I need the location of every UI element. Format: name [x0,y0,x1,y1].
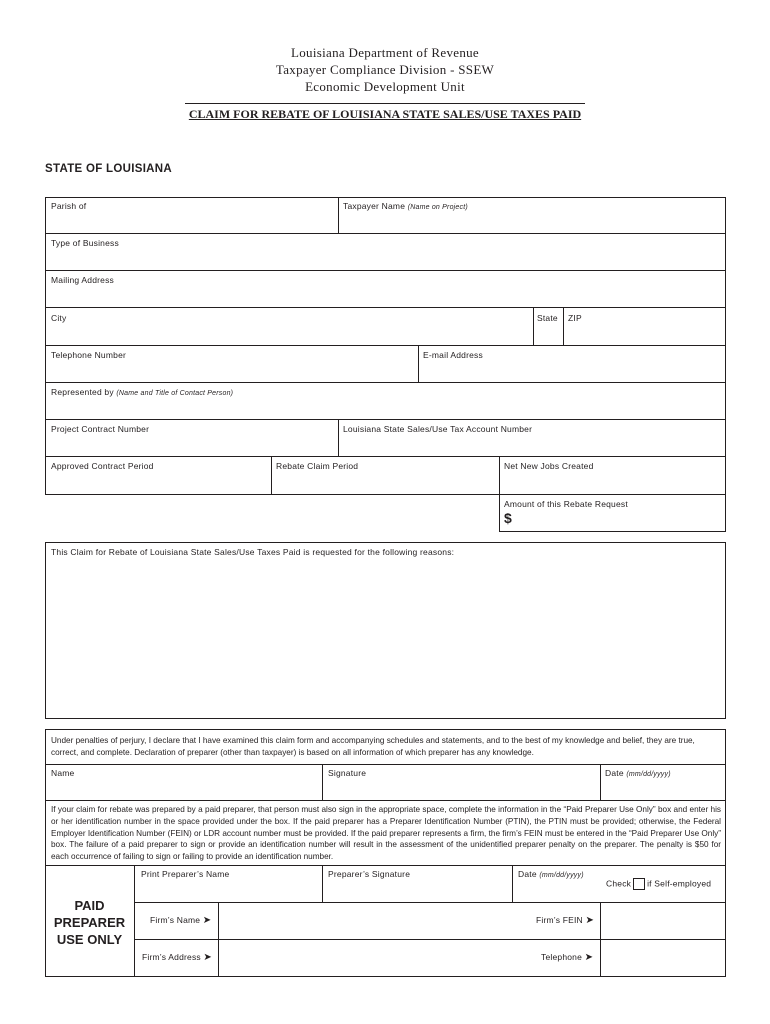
firm-address-text: Firm’s Address [142,952,201,962]
row-divider [45,233,726,234]
self-employed-checkbox[interactable] [633,878,645,890]
reasons-label: This Claim for Rebate of Louisiana State Sales/Use Taxes Paid is requested for the following reasons: [51,547,455,557]
jobs-created-field[interactable]: Net New Jobs Created [504,461,594,471]
row-divider [45,419,726,420]
business-type-field[interactable]: Type of Business [51,238,119,248]
represented-by-label: Represented by [51,387,114,397]
reasons-box[interactable] [45,542,726,719]
preparer-name-field[interactable]: Print Preparer’s Name [141,869,230,879]
email-field[interactable]: E-mail Address [423,350,483,360]
row-divider [45,494,500,495]
tax-account-field[interactable]: Louisiana State Sales/Use Tax Account Number [343,424,533,434]
zip-field[interactable]: ZIP [568,313,582,323]
firm-name-text: Firm’s Name [150,915,201,925]
parish-field[interactable]: Parish of [51,201,87,211]
preparer-label: PREPARER [53,915,126,930]
taxpayer-info-box [45,197,726,495]
col-divider [533,307,534,345]
declarant-name-field[interactable]: Name [51,768,75,778]
col-divider [563,307,564,345]
row-divider [45,800,726,801]
col-divider [271,456,272,494]
arrow-right-icon: ➤ [203,952,213,963]
firm-fein-input[interactable] [601,903,725,939]
row-divider [45,307,726,308]
represented-by-field[interactable] [51,387,233,397]
arrow-right-icon: ➤ [202,915,212,926]
preparer-instructions: If your claim for rebate was prepared by a paid preparer, that person must also sign in the appropriate space, complete the information in the “Paid Preparer Use Only” box and enter his or her identification number in the space provided under the box. If the paid preparer has a Preparer Identification Number (PTIN), the PTIN must be provided; otherwise, the Federal Employer Identification Number (FEIN) or LDR account number must be provided. If the paid preparer represents a firm, the firm’s FEIN must be entered in the “Paid Preparer Use Only” box. The failure of a paid preparer to sign or provide an identification number will result in the assessment of the unidentified preparer penalty on the preparer. The penalty is $50 for each occurrence of failing to sign or failing to provide an identification number. [51,805,721,862]
telephone-field[interactable]: Telephone Number [51,350,127,360]
date-format: (mm/dd/yyyy) [539,872,584,879]
declarant-date-field[interactable] [605,768,671,778]
paid-preparer-box [45,897,134,948]
declarant-signature-field[interactable]: Signature [328,768,367,778]
col-divider [134,865,135,977]
preparer-telephone-input[interactable] [601,940,725,976]
division-name: Taxpayer Compliance Division - SSEW [275,62,495,77]
col-divider [338,419,339,456]
paid-label: PAID [74,898,105,913]
taxpayer-name-note: (Name on Project) [407,204,468,211]
check-label: Check [606,878,632,889]
arrow-right-icon: ➤ [585,915,595,926]
row-divider [499,494,726,495]
form-title: CLAIM FOR REBATE OF LOUISIANA STATE SALES/USE TAXES PAID [188,107,582,121]
row-divider [45,456,726,457]
taxpayer-name-label: Taxpayer Name [343,201,406,211]
date-label: Date [605,768,624,778]
col-divider [418,345,419,382]
firm-name-label [150,915,211,926]
col-divider [600,764,601,800]
preparer-date-field[interactable] [518,869,584,879]
row-divider [45,865,726,866]
row-divider [45,270,726,271]
mailing-address-field[interactable]: Mailing Address [51,275,115,285]
city-field[interactable]: City [51,313,67,323]
preparer-signature-field[interactable]: Preparer’s Signature [328,869,411,879]
row-divider [45,382,726,383]
unit-name: Economic Development Unit [305,79,465,94]
col-divider [338,197,339,234]
header-rule [185,103,585,104]
telephone-text: Telephone [541,952,583,962]
department-name: Louisiana Department of Revenue [291,45,479,60]
self-employed-row [606,878,711,890]
date-label: Date [518,869,537,879]
telephone-label [541,952,593,963]
declaration-text: Under penalties of perjury, I declare that I have examined this claim form and accompanying schedules and statements, and to the best of my knowledge and belief, they are true, correct, and complete. Declaration of preparer (other than taxpayer) is based on all information of which preparer has any knowledge. [51,736,695,757]
dollar-sign: $ [504,510,512,526]
taxpayer-name-field[interactable] [343,201,468,211]
contract-period-field[interactable]: Approved Contract Period [51,461,154,471]
rebate-amount-field[interactable]: Amount of this Rebate Request [504,499,628,509]
firm-fein-text: Firm’s FEIN [536,915,583,925]
arrow-right-icon: ➤ [584,952,594,963]
date-format: (mm/dd/yyyy) [626,771,671,778]
row-divider [45,764,726,765]
project-contract-field[interactable]: Project Contract Number [51,424,150,434]
self-employed-label: if Self-employed [647,878,712,889]
row-divider [45,345,726,346]
firm-fein-label [536,915,594,926]
firm-address-label [142,952,212,963]
col-divider [322,764,323,800]
col-divider [322,865,323,902]
represented-by-note: (Name and Title of Contact Person) [116,390,234,397]
state-field[interactable]: State [537,313,558,323]
state-heading: STATE OF LOUISIANA [45,163,172,175]
rebate-period-field[interactable]: Rebate Claim Period [276,461,359,471]
col-divider [725,494,726,531]
col-divider [512,865,513,902]
row-divider [499,531,726,532]
use-only-label: USE ONLY [56,932,123,947]
